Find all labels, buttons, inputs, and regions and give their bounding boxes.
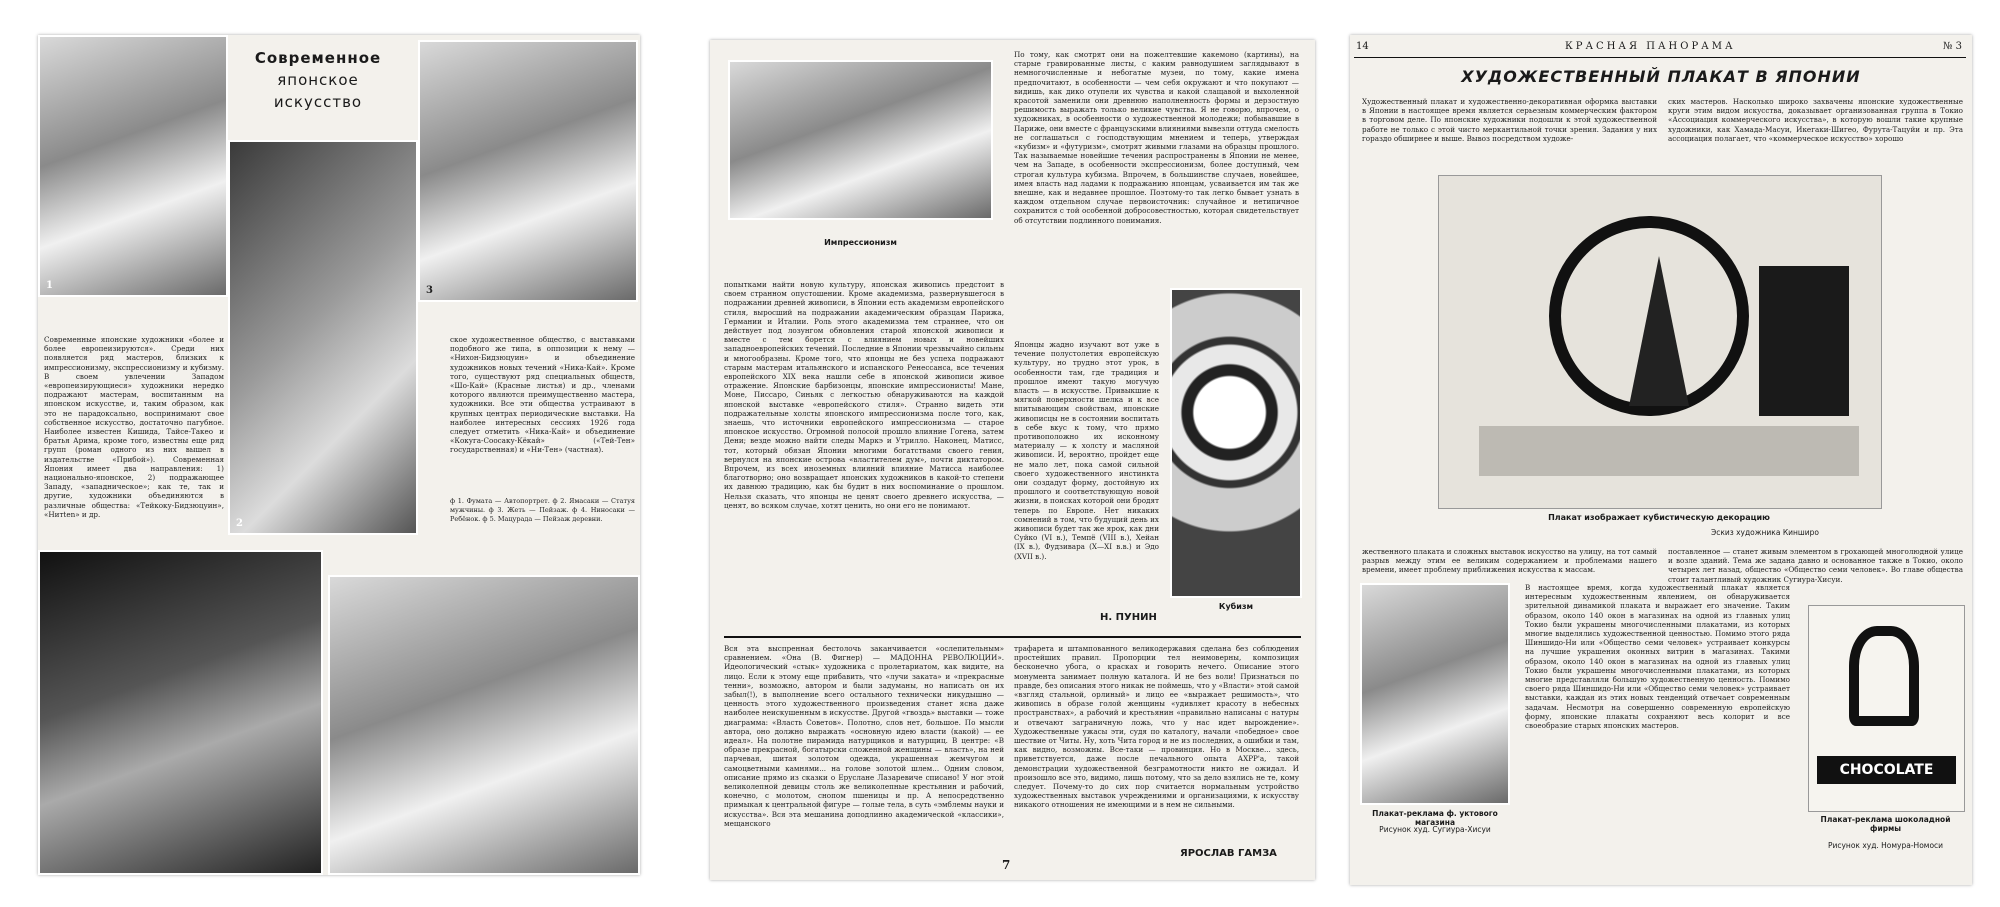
article-headline: ХУДОЖЕСТВЕННЫЙ ПЛАКАТ В ЯПОНИИ [1461,67,1861,86]
poster-chocolate [1808,605,1965,812]
intro-column-a: Художественный плакат и художественно-декоративная оформка выставки в Японии в настоящее время является серьезным коммерческим фактором в торговом деле. По японские художники подошли к этой художественной работе не только с этой чисто меркантильной точки зрения. Задания у них гораздо обширнее и выше. Вывоз посредством художе- [1362,97,1657,143]
photo-number: 3 [426,285,433,296]
signature-punin: Н. ПУНИН [1100,612,1157,623]
lower-text-b: поставленное — станет живым элементом в грохающей многолюдной улице и возле зданий. Тема же задана давно и основанное также в Токио, около четырех лет назад, общество «Общество семи человек». Во главе общества стоит талантливый художник Сугиура-Хисуи. [1668,547,1963,584]
article-column-2: ское художественное общество, с выставками подобного же типа, в оппозиции к нему — «Нихон-Бидзюцуин» и объединение художников новых течений «Ника-Кай». Кроме того, существуют ряд специальных обществ, «Шо-Кай» (Красные листья) и др., членами которого являются преимущественно мастера, художники. Все эти общества устраивают в крупных центрах периодические выставки. На наиболее интересных сессиях 1926 года следует отметить «Ника-Кай» и объединение «Кокуга-Соосаку-Кёкай» («Тей-Тен» государственная) и «Ни-Тен» (частная). [450,335,635,455]
poster-dark-block [1759,266,1849,416]
poster-left-caption: Плакат-реклама ф. уктового магазина [1372,809,1498,827]
page-number: 7 [1002,858,1011,872]
lower-middle-column: В настоящее время, когда художественный плакат является интересным художественным явлением, он обнаруживается зрительной динамикой плаката и выражает его значение. Таким образом, около 140 окон в магазинах на одной из главных улиц Токио были украшены многочисленными плакатами, из которых многие выделялись художественной ценностью. Помимо этого ряда Шиншидо-Ни или «Общество семи человек» устраивает конкурсы на лучшие украшения оконных витрин в магазинах. Такими образом, около 140 окон в магазинах на одной из главных улиц Токио были украшены многочисленными плакатами, из которых многие представляли большую художественную ценность. Помимо своего ряда Шиншидо-Ни или «Общество семи человек» устраивает выставки, каждая из этих новых тенденций отвечает современным задачам. Несмотря на совершенно современную европейскую форму, японские плакаты сохраняют весь колорит и все своеобразие старых японских мастеров. [1525,583,1790,731]
chocolate-label: CHOCOLATE [1817,756,1956,784]
main-poster-subcaption: Эскиз художника Кинширо [1710,528,1820,537]
poster-sugiura-shop [1360,583,1510,805]
photo-figure-scene [38,550,323,875]
photo-portrait-painting [418,40,638,302]
cubist-decoration-poster [1438,175,1882,509]
signature-gamza: ЯРОСЛАВ ГАМЗА [1180,848,1277,859]
photo-captions: ф 1. Фумата — Автопортрет. ф 2. Ямасаки — Статуя мужчины. ф 3. Жеть — Пейзаж. ф 4. Ниносаки — Ребёнок. ф 5. Мацурада — Пейзаж деревни. [450,497,635,524]
page-impressionism-article [710,40,1315,880]
poster-left-credit: Рисунок худ. Сугиура-Хисуи [1379,825,1491,834]
article-column-a: попытками найти новую культуру, японская живопись предстоит в своем странном опустошении. Кроме академизма, развернувшегося в подражании древней живописи, в Японии есть академизм европейского стиля, выросший на подражании академическим образцам Парижа, Германии и Италии. Роль этого академизма тем страннее, что он действует под лозунгом обновления старой японской живописи и вместе с тем борется с влиянием новых и новейших западноевропейских течений. Последние в Японии чрезвычайно сильны и многообразны. Кроме того, что японцы не без успеха подражают старым мастерам итальянского и испанского Ренессанса, все течения европейского XIX века нашли себе в японской живописи живое отражение. Японские барбизонцы, японские импрессионисты! Мане, Моне, Писсаро, Синьяк с легкостью обнаруживаются на каждой японской выставке «европейского стиля». Странно видеть эти подражательные холсты японского импрессионизма после того, как, знаешь, что источники европейского импрессионизма — старое японское искусство. Огромной полосой прошло влияние Гогена, затем Дени; везде можно найти следы Маркэ и Утрилло. Наконец, Матисс, тот, который обязан Японии многими богатствами своего гения, вернулся на японские острова «властителем дум», почти диктатором. Впрочем, из всех иноземных влияний влияние Матисса наиболее благотворно; оно возвращает японских художников в какой-то степени их давнюю традицию, как бы будит в них воспоминание о прошлом. Нельзя сказать, что японцы не ценят своего древнего искусства, — ценят, во всяком случае, хотят ценить, но они его не понимают. [724,280,1004,510]
photo-number: 2 [236,518,243,529]
poster-triangle [1629,256,1689,406]
section-divider [724,636,1301,638]
cubism-caption: Кубизм [1218,602,1254,611]
main-poster-caption: Плакат изображает кубистическую декорацию [1548,513,1770,522]
header-rule [1354,57,1966,58]
poster-figure [1849,626,1919,726]
impressionism-caption: Импрессионизм [824,238,897,247]
impressionism-painting [728,60,993,220]
photo-self-portrait [38,35,228,297]
page-japanese-poster-article [1350,35,1972,885]
photo-landscape-painting [328,575,640,875]
lower-column-b: трафарета и штампованного великодержавия сделана без соблюдения простейших правил. Пропорции тел неимоверны, композиция бесконечно убога, о красках и говорить нечего. Описание этого монумента занимает полную каталога. И не без воли! Признаться по правде, без описания этого никак не поймешь, что у «Власти» этой самой «взгляд стальной, орлиный» и лицо ее «выражает решимость», что живопись в образе голой женщины «удивляет красоту в небесных пространствах», а рабочий и крестьянин «правильно написаны с натуры и отвечают заграничную ложь, что у нас идет вырождение». Художественные ужасы эти, судя по каталогу, начали «победное» свое шествие от Читы. Ну, хоть Чита город и не из последних, а ошибки и там, как видно, возможны. Все-таки — провинция. Но в Москве... здесь, приветствуется, даже после печального опыта АХРР'а, такой демонстрации художественной безграмотности никто не ожидал. И произошло все это, видимо, лишь потому, что за дело взялись не те, кому следует. Почему-то до сих пор считается нормальным устройство художественных выставок учреждениями и организациями, к искусству никакого отношения не имеющими и в нем не сильными. [1014,644,1299,810]
article-column-c: Японцы жадно изучают вот уже в течение полустолетия европейскую культуру, но трудно этот урок, в особенности там, где традиция и прошлое имеют такую могучую власть — в искусстве. Привыкшие к мягкой поверхности шелка и к все впитывающим свойствам, японские живописцы не в состоянии воспитать в себе вкус к тому, что прямо противоположно их исконному материалу — к холсту и масляной живописи. И, вероятно, пройдет еще не мало лет, пока самой сильной своего художественного инстинкта они создадут форму, достойную их прошлого и соответствующую новой жизни, в поисках которой они бродят теперь по Европе. Нет никаких сомнений в том, что будущий день их живописи будет так же ярок, как дни Суйко (VI в.), Темпё (VIII в.), Хейан (IX в.), Фудзивара (X—XI в.в.) и Эдо (XVII в.). [1014,340,1159,561]
page-title: Современное японское искусство [254,49,382,111]
photo-statue [228,140,418,535]
article-column-1: Современные японские художники «более и более европеизируются». Среди них появляется ряд мастеров, близких к импрессионизму, экспрессионизму и кубизму. В своем увлечении Западом «европеизирующиеся» художники нередко подражают мастерам, воспитанным на японском искусстве, и, таким образом, как это не парадоксально, воспринимают свое собственное искусство, достаточно пагубное. Наиболее известен Кишида, Тайсе-Такео и братья Арима, кроме того, известны еще ряд групп (роман одного из них вышел в издательстве «Прибой»). Современная Япония имеет два направления: 1) национально-японское, 2) подражающее Западу, «западническое»; как те, так и другие, художники объединяются в различные общества: «Тейкоку-Бидзюцуин», «Нитten» и др. [44,335,224,519]
poster-right-caption: Плакат-реклама шоколадной фирмы [1820,815,1951,833]
photo-number: 1 [46,280,53,291]
lower-column-a: Вся эта выспренная бестолочь заканчивается «ослепительным» сравнением. «Она (В. Фигнер) — МАДОННА РЕВОЛЮЦИИ». Идеологический «стык» художника с пролетариатом, как видите, на лицо. Если к этому еще прибавить, что «лучи заката» и «прекрасные тенни», возможно, автором и были задуманы, но написать он их забыл(!), в выполнение всего остального технически никудышно — ценность этого художественного произведения станет ясна даже наиболее неискушенным в искусстве. Другой «гвоздь» выставки — тоже диаграмма: «Власть Советов». Полотно, слов нет, большое. По мысли автора, оно должно выражать «основную идею власти (какой) — ее идеал». На полотне пирамида натурщиков и натурщиц. В центре: «В образе прекрасной, богатырски сложенной женщины — власть», на ней парчевая, шитая золотом одежда, украшенная жемчугом и самоцветными камнями... на голове золотой шлем... Одним словом, описание прямо из сказки о Еруслане Лазаревиче списано! У ног этой великолепной девицы столь же великолепные крестьянин и рабочий, конечно, с молотом, снопом пшеницы и пр. А непосредственно примыкая к центральной фигуре — голые тела, в суть «эмблемы науки и искусства». Вся эта мешанина доподлинно академической «классики», мещанского [724,644,1004,828]
page-modern-japanese-art [38,35,640,875]
lower-text-a: жественного плаката и сложных выставок искусство на улицу, на тот самый разрыв между этим ее великим содержанием и проблемами нашего времени, имеет проблему приближения искусства к массам. [1362,547,1657,575]
article-column-b: По тому, как смотрят они на пожелтевшие какемоно (картины), на старые гравированные листы, с каким равнодушием заглядывают в немногочисленные и небогатые музеи, по тому, какие имена предпочитают, в особенности — чем себя окружают и что покупают — видишь, как дико отупели их чувства и какой слащавой и выхоленной красотой заменили они древнюю наполненность формы и дерзостную решимость выражать только великие чувства. Я не говорю, впрочем, о художниках, в особенности о художественной молодежи; побывавшие в Париже, они вместе с французскими влияниями вывезли оттуда смелость не соглашаться с господствующим мнением и теперь, утверждая «кубизм» и «футуризм», смотрят живыми глазами на образцы прошлого. Так называемые новейшие течения распространены в Японии не менее, чем на Западе, в особенности экспрессионизм, более доступный, чем строгая культура кубизма. Впрочем, в большинстве случаев, новейшее, имея власть над ладами к подражанию японцам, усваивается им так же внешне, как и недавнее прошлое. Поэтому-то так легко бывает узнать в каждом отдельном случае первоисточник: случайное и нетипичное сохранится с той особенной добросовестностью, которая свидетельствует об отсутствии подлинного понимания. [1014,50,1299,225]
issue-number: № 3 [1942,41,1962,52]
poster-right-credit: Рисунок худ. Номура-Номоси [1827,841,1944,850]
poster-base [1479,426,1859,476]
intro-column-b: ских мастеров. Насколько широко захвачены японские художественные круги этим видом искусства, доказывает организованная группа в Токио «Ассоциация коммерческого искусства», в которую вошли такие крупные художники, как Хамада-Масуи, Икегаки-Шигео, Фурута-Тацуйи и пр. Эта ассоциация полагает, что «коммерческое искусство» хорошо [1668,97,1963,143]
cubism-painting [1170,288,1302,598]
magazine-title: КРАСНАЯ ПАНОРАМА [1565,41,1736,52]
page-number: 14 [1356,41,1369,52]
